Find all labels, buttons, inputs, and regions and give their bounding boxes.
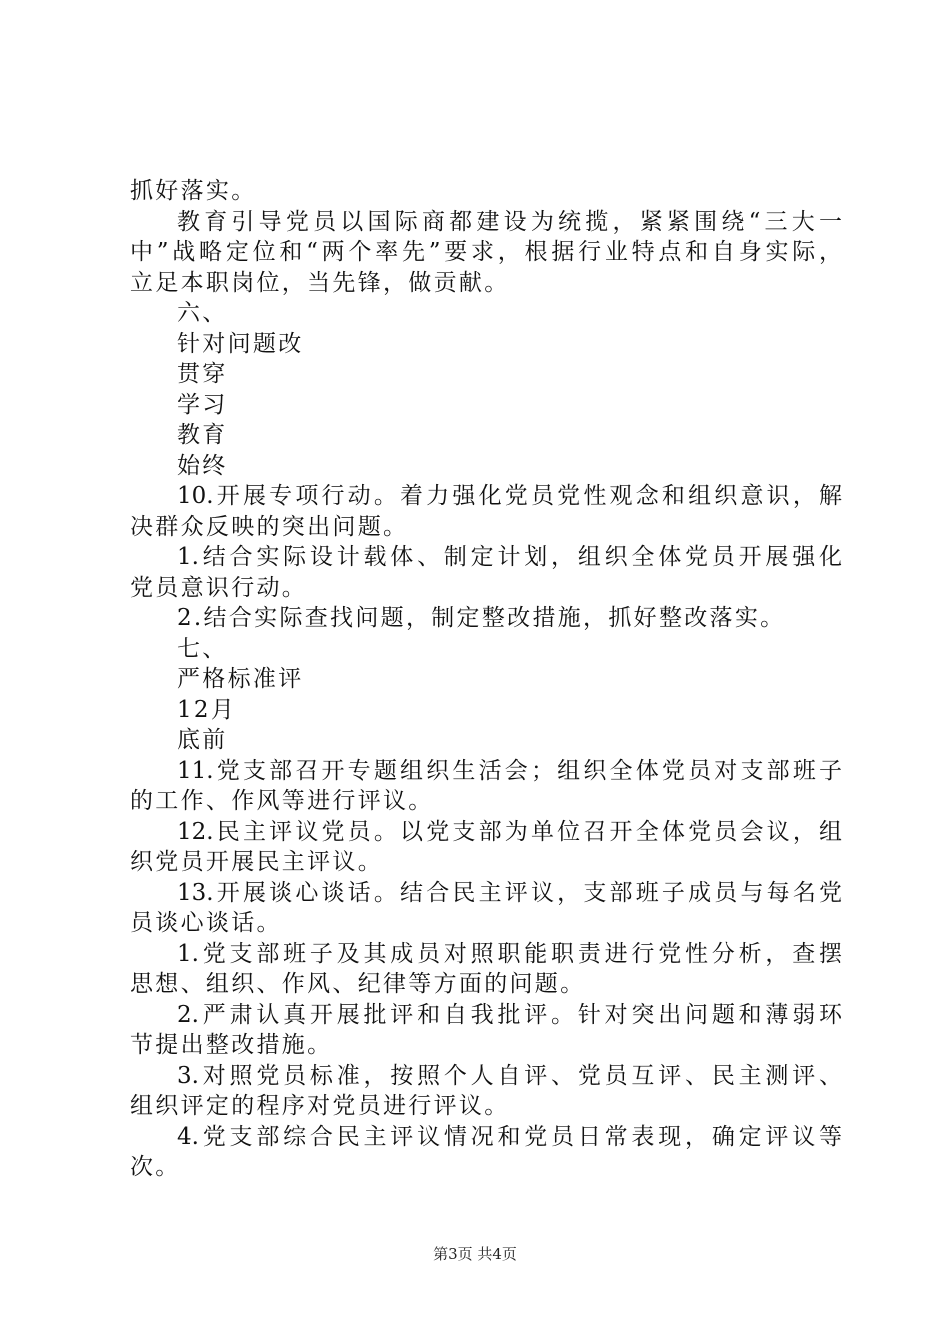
text-line: 组织评定的程序对党员进行评议。 [130, 1093, 510, 1119]
text-line: 1.党支部班子及其成员对照职能职责进行党性分析，查摆 [177, 940, 842, 967]
text-line: 次。 [130, 1154, 181, 1180]
text-line: 底前 [177, 727, 228, 753]
text-line: 2.结合实际查找问题，制定整改措施，抓好整改落实。 [177, 605, 786, 631]
text-line: 思想、组织、作风、纪律等方面的问题。 [130, 971, 586, 997]
text-line: 抓好落实。 [130, 178, 257, 204]
document-body [130, 176, 842, 1183]
text-line: 六、 [177, 300, 228, 326]
text-line: 教育 [177, 422, 228, 448]
text-line: 12.民主评议党员。以党支部为单位召开全体党员会议，组 [177, 818, 842, 845]
text-line: 2.严肃认真开展批评和自我批评。针对突出问题和薄弱环 [177, 1001, 842, 1028]
page-footer: 第3页 共4页 [433, 1245, 517, 1263]
text-line: 始终 [177, 452, 228, 479]
text-line: 学习 [177, 391, 228, 418]
text-line: 10.开展专项行动。着力强化党员党性观念和组织意识，解 [177, 483, 842, 509]
text-line: 中”战略定位和“两个率先”要求，根据行业特点和自身实际， [130, 239, 842, 265]
text-line: 决群众反映的突出问题。 [130, 513, 409, 540]
text-line: 4.党支部综合民主评议情况和党员日常表现，确定评议等 [177, 1123, 842, 1150]
text-line: 12月 [177, 696, 237, 723]
text-line: 1.结合实际设计载体、制定计划，组织全体党员开展强化 [177, 544, 842, 570]
text-line: 教育引导党员以国际商都建设为统揽，紧紧围绕“三大一 [177, 208, 842, 235]
text-line: 严格标准评 [177, 666, 304, 692]
text-line: 立足本职岗位，当先锋，做贡献。 [130, 269, 510, 296]
text-line: 3.对照党员标准，按照个人自评、党员互评、民主测评、 [177, 1062, 842, 1089]
text-line: 党员意识行动。 [130, 574, 308, 601]
text-line: 的工作、作风等进行评议。 [130, 788, 434, 814]
text-line: 织党员开展民主评议。 [130, 849, 383, 875]
text-line: 11.党支部召开专题组织生活会；组织全体党员对支部班子 [177, 757, 842, 784]
text-line: 七、 [177, 635, 228, 662]
text-line: 贯穿 [177, 361, 228, 387]
text-line: 针对问题改 [177, 330, 304, 357]
text-line: 13.开展谈心谈话。结合民主评议，支部班子成员与每名党 [177, 879, 842, 906]
text-line: 节提出整改措施。 [130, 1032, 333, 1058]
text-line: 员谈心谈话。 [130, 910, 282, 936]
